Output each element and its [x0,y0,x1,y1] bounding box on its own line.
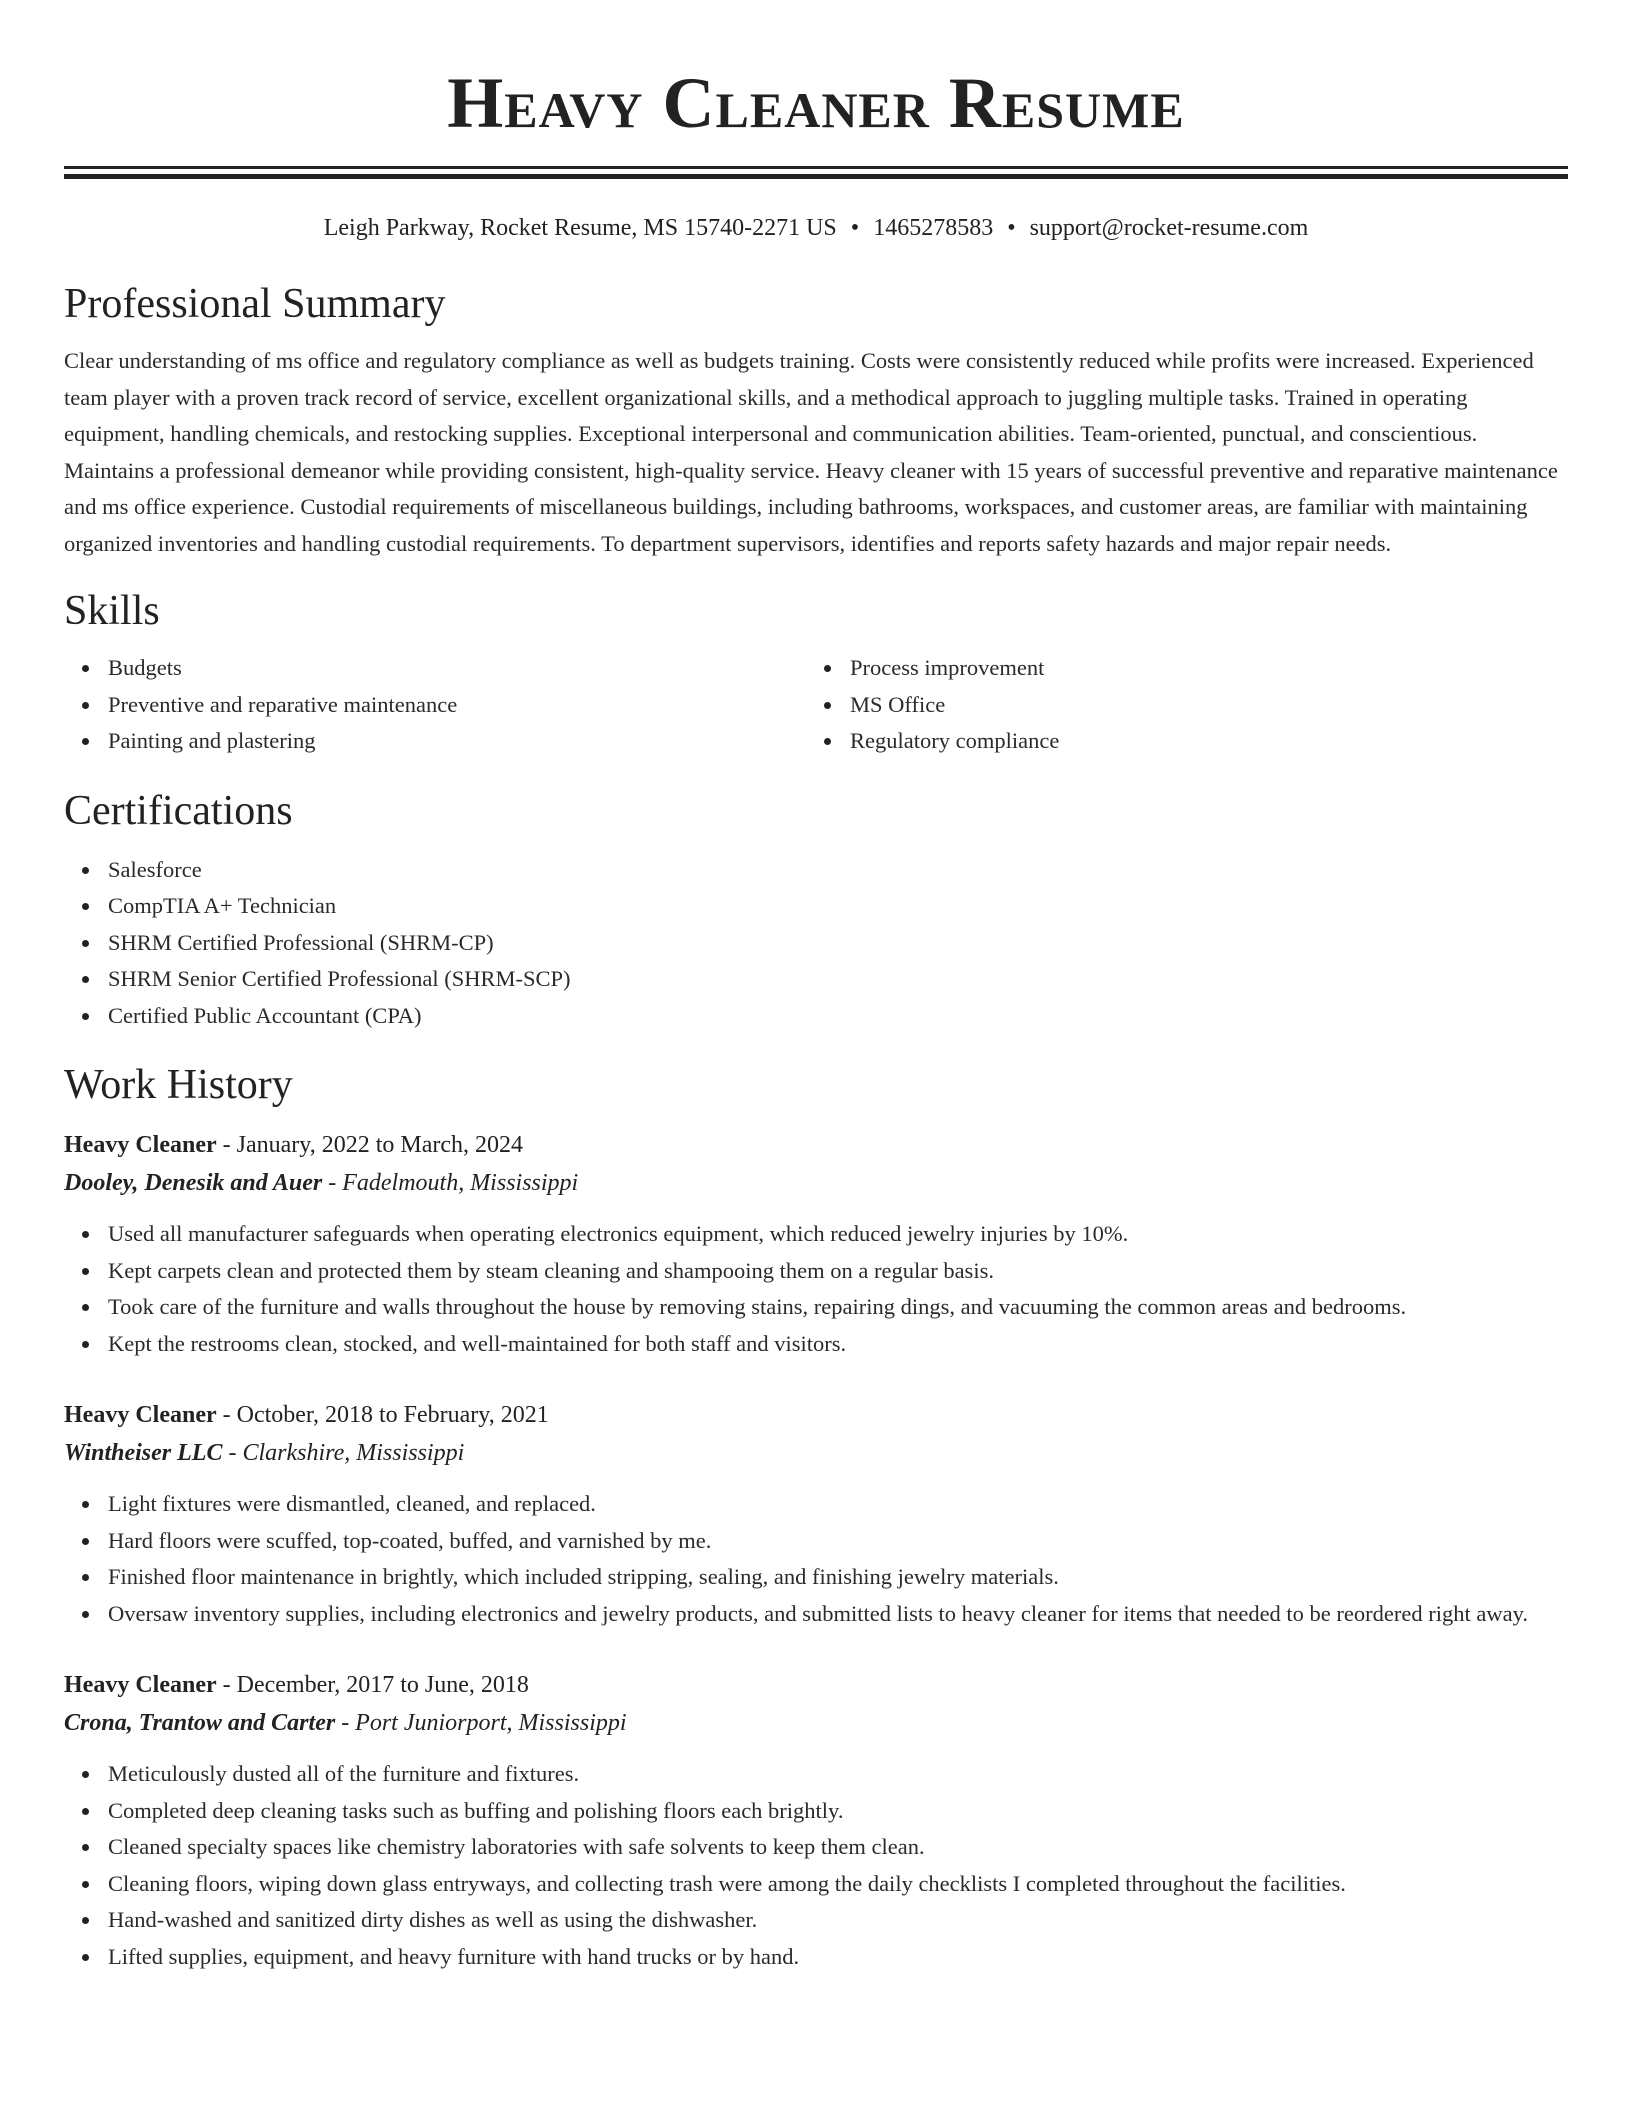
job-company-line [64,1434,1568,1472]
work-history-section [64,1060,1568,1975]
job-company: Dooley, Denesik and Auer [64,1170,323,1196]
job-company: Wintheiser LLC [64,1440,223,1466]
certifications-section [64,786,1568,1035]
certification-item: SHRM Senior Certified Professional (SHRM-SCP) [108,961,1568,998]
job-role: Heavy Cleaner [64,1402,217,1428]
contact-line [64,213,1568,243]
job-bullet: Light fixtures were dismantled, cleaned, and replaced. [108,1486,1568,1523]
job-dates: - October, 2018 to February, 2021 [216,1402,549,1428]
skills-list-left [64,650,806,760]
skill-item: Preventive and reparative maintenance [108,687,806,724]
job-company: Crona, Trantow and Carter [64,1710,336,1736]
job-bullet: Cleaned specialty spaces like chemistry laboratories with safe solvents to keep them clean. [108,1829,1568,1866]
job-bullet: Hard floors were scuffed, top-coated, buffed, and varnished by me. [108,1523,1568,1560]
contact-phone: 1465278583 [873,215,994,241]
section-heading-work-history: Work History [64,1062,293,1108]
job-bullet: Used all manufacturer safeguards when operating electronics equipment, which reduced jewelry injuries by 10%. [108,1216,1568,1253]
job-bullets [64,1216,1568,1362]
contact-address: Leigh Parkway, Rocket Resume, MS 15740-2271 US [323,215,837,241]
section-heading-skills: Skills [64,588,160,634]
job-title-line [64,1126,1568,1164]
job-company-line [64,1704,1568,1742]
job-bullet: Hand-washed and sanitized dirty dishes as well as using the dishwasher. [108,1902,1568,1939]
skills-list-right [806,650,1548,760]
job-location: - Port Juniorport, Mississippi [335,1710,627,1736]
certifications-list [64,852,1568,1035]
job-bullet: Meticulously dusted all of the furniture and fixtures. [108,1756,1568,1793]
job-title-line [64,1666,1568,1704]
job-entry [64,1126,1568,1362]
skill-item: Process improvement [850,650,1548,687]
resume-page [64,0,1568,1975]
professional-summary-section [64,279,1568,562]
skill-item: Regulatory compliance [850,723,1548,760]
job-company-line [64,1164,1568,1202]
certification-item: SHRM Certified Professional (SHRM-CP) [108,925,1568,962]
summary-text: Clear understanding of ms office and regulatory compliance as well as budgets training. Costs were consistently reduced while profits were increased. Experienced team player with a proven track record of service, excellent organizational skills, and a methodical approach to juggling multiple tasks. Trained in operating equipment, handling chemicals, and restocking supplies. Exceptional interpersonal and communication abilities. Team-oriented, punctual, and conscientious. Maintains a professional demeanor while providing consistent, high-quality service. Heavy cleaner with 15 years of successful preventive and reparative maintenance and ms office experience. Custodial requirements of miscellaneous buildings, including bathrooms, workspaces, and customer areas, are familiar with maintaining organized inventories and handling custodial requirements. To department supervisors, identifies and reports safety hazards and major repair needs. [64,348,1558,556]
certification-item: Certified Public Accountant (CPA) [108,998,1568,1035]
skill-item: MS Office [850,687,1548,724]
job-bullet: Kept the restrooms clean, stocked, and well-maintained for both staff and visitors. [108,1326,1568,1363]
job-location: - Fadelmouth, Mississippi [322,1170,579,1196]
job-dates: - December, 2017 to June, 2018 [216,1672,529,1698]
section-heading-certifications: Certifications [64,787,293,834]
job-bullet: Cleaning floors, wiping down glass entryways, and collecting trash were among the daily checklists I completed throughout the facilities. [108,1866,1568,1903]
contact-separator: • [1007,215,1016,241]
job-entry [64,1666,1568,1975]
contact-separator: • [850,215,860,241]
job-bullet: Completed deep cleaning tasks such as buffing and polishing floors each brightly. [108,1793,1568,1830]
skills-section [64,586,1568,760]
job-bullet: Oversaw inventory supplies, including electronics and jewelry products, and submitted lists to heavy cleaner for items that needed to be reordered right away. [108,1596,1568,1633]
job-bullet: Lifted supplies, equipment, and heavy furniture with hand trucks or by hand. [108,1939,1568,1976]
skill-item: Painting and plastering [108,723,806,760]
job-role: Heavy Cleaner [64,1672,217,1698]
job-bullet: Finished floor maintenance in brightly, which included stripping, sealing, and finishing jewelry materials. [108,1559,1568,1596]
job-bullet: Took care of the furniture and walls throughout the house by removing stains, repairing dings, and vacuuming the common areas and bedrooms. [108,1289,1568,1326]
job-role: Heavy Cleaner [64,1132,217,1158]
contact-email: support@rocket-resume.com [1029,215,1309,241]
title-rule-bottom [64,174,1568,179]
skill-item: Budgets [108,650,806,687]
title-rule-top [64,166,1568,169]
job-title-line [64,1396,1568,1434]
resume-title: Heavy Cleaner Resume [447,63,1185,143]
job-bullet: Kept carpets clean and protected them by steam cleaning and shampooing them on a regular basis. [108,1253,1568,1290]
job-bullets [64,1486,1568,1632]
skills-column-right [806,650,1548,760]
job-dates: - January, 2022 to March, 2024 [216,1132,523,1158]
section-heading-summary: Professional Summary [64,281,446,327]
skills-grid [64,650,1568,760]
skills-column-left [64,650,806,760]
job-entry [64,1396,1568,1632]
certification-item: Salesforce [108,852,1568,889]
job-location: - Clarkshire, Mississippi [222,1440,465,1466]
job-bullets [64,1756,1568,1975]
certification-item: CompTIA A+ Technician [108,888,1568,925]
